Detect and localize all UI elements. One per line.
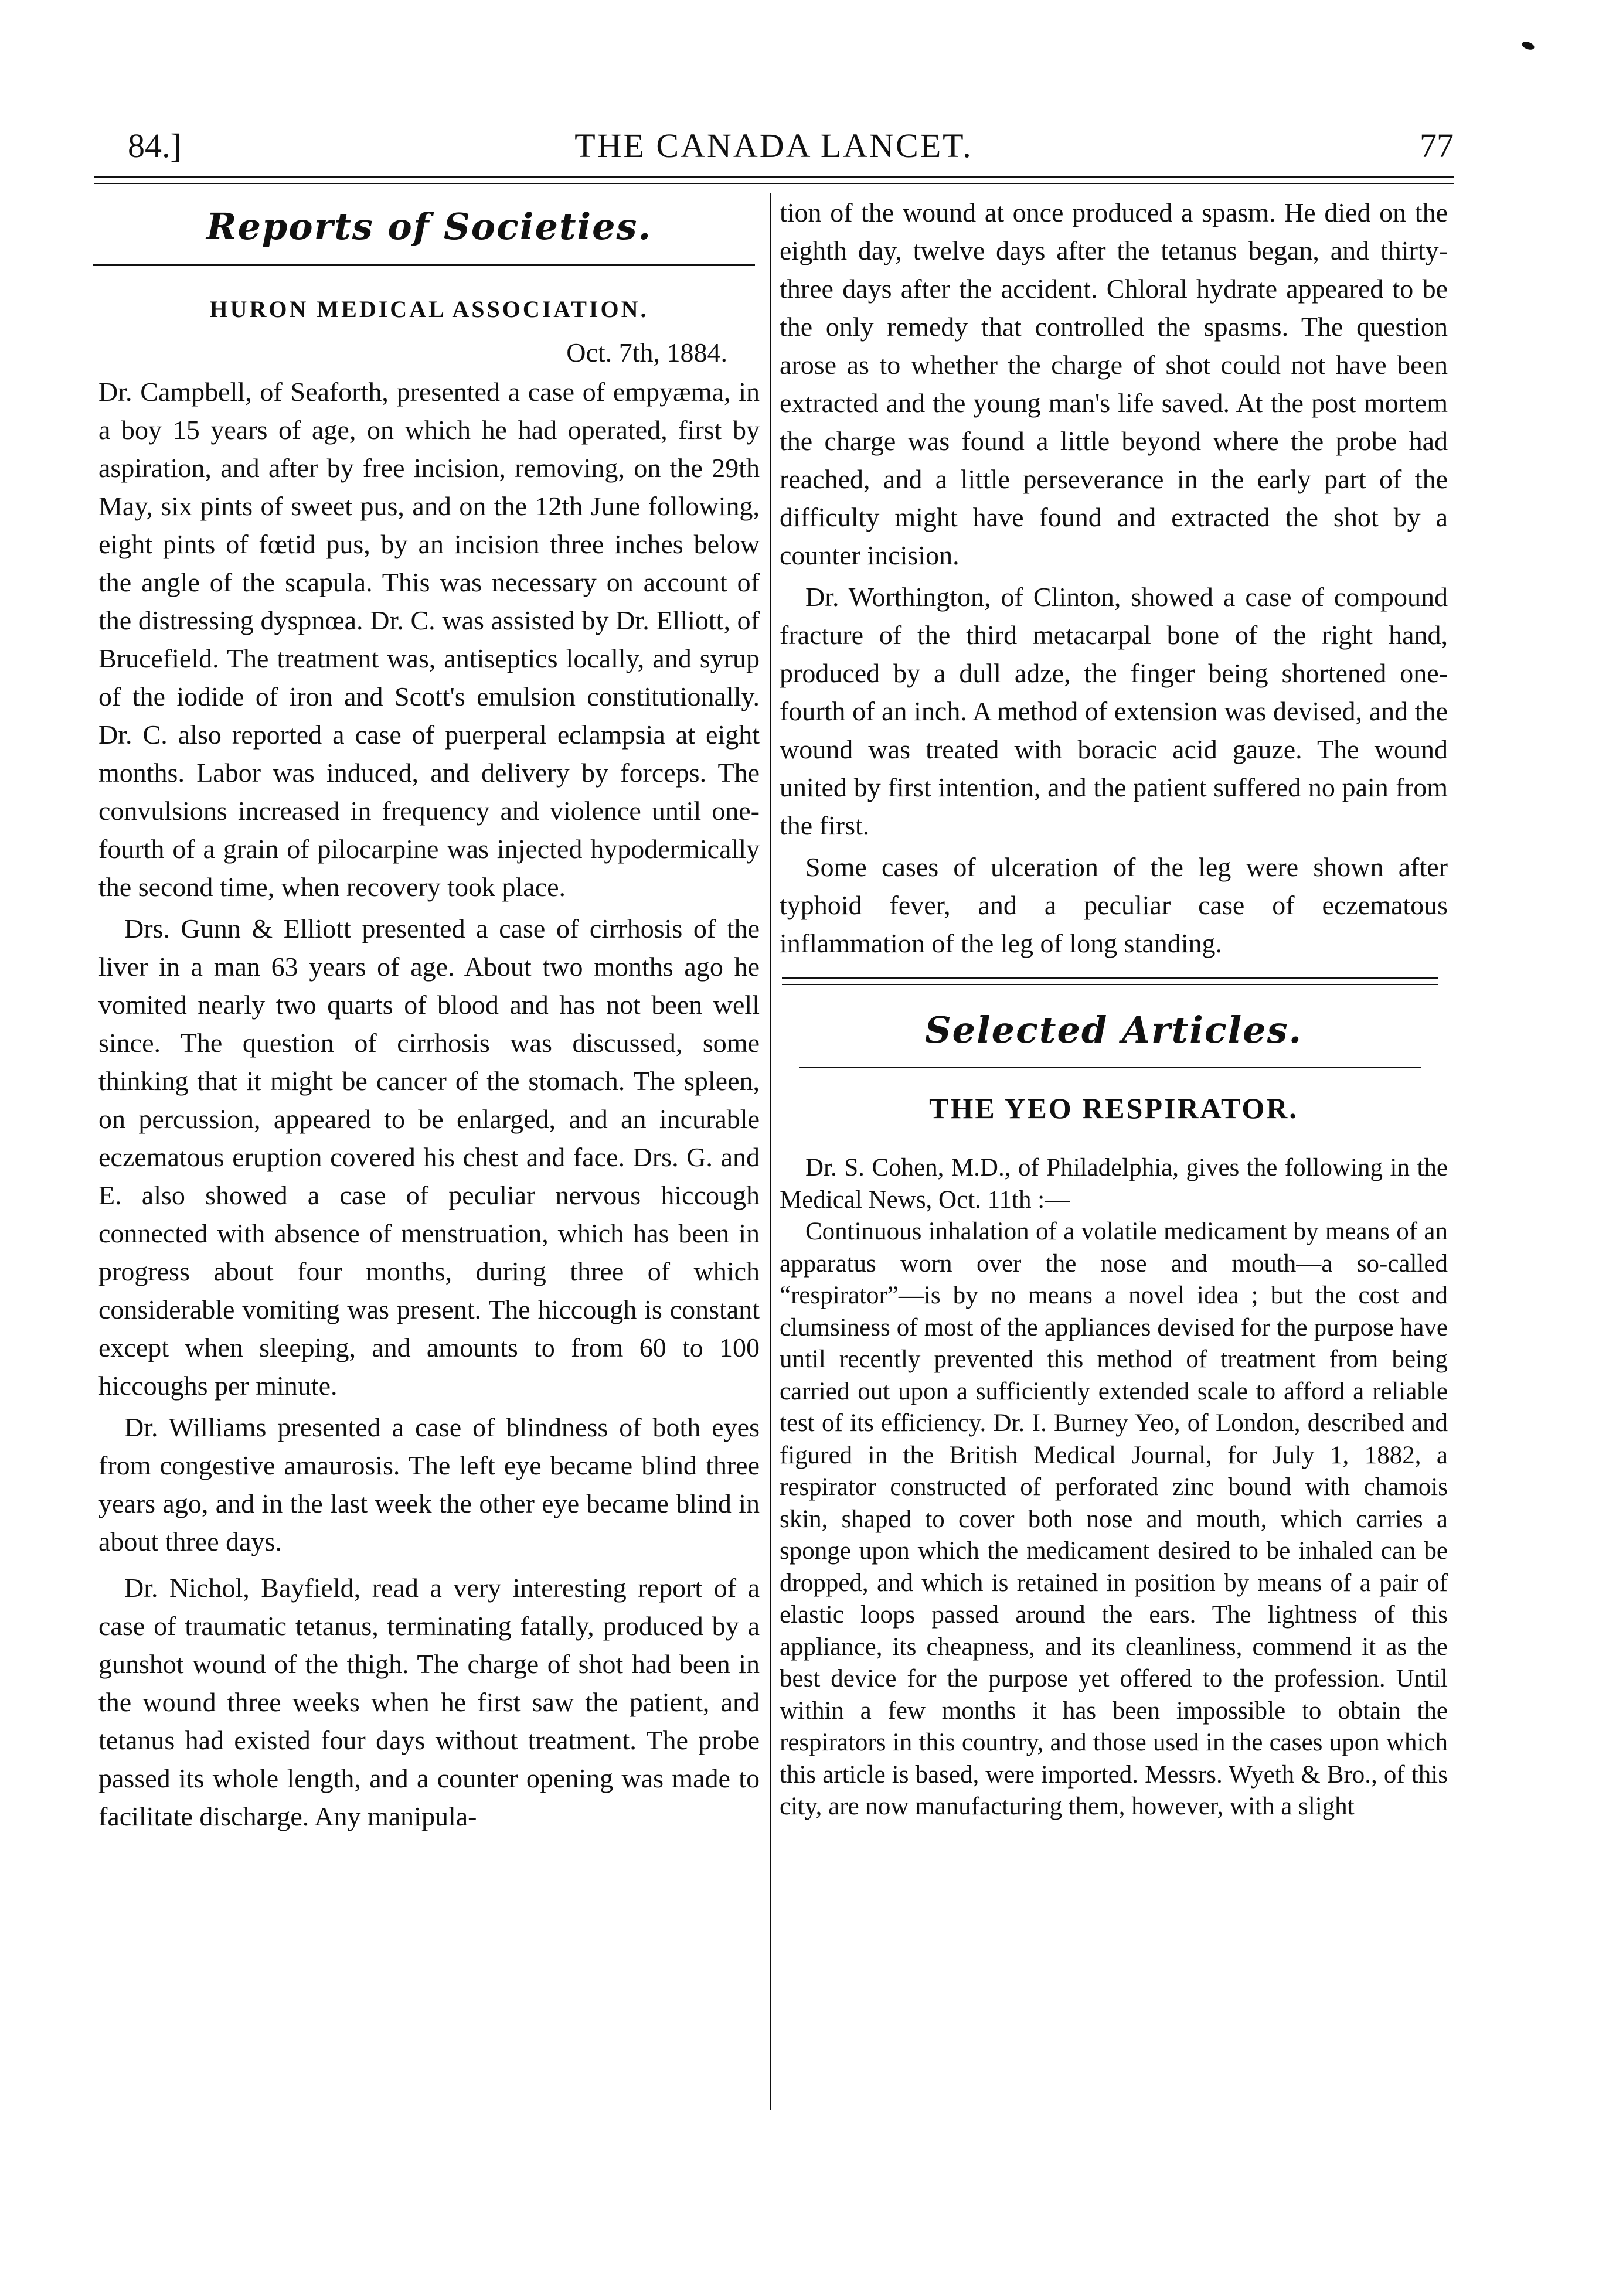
- left-column: [98, 193, 760, 1839]
- journal-title: THE CANADA LANCET.: [574, 127, 973, 165]
- selected-articles-rule: [800, 1067, 1421, 1068]
- section-double-rule-top: [782, 977, 1438, 979]
- paragraph-nichol: Dr. Nichol, Bayfield, read a very interesting report of a case of traumatic tetanus, terminating fatally, produced by a gunshot wound of the thigh. The charge of shot had been in the wound three weeks when he first saw the patient, and tetanus had existed four days without treatment. The probe passed its whole length, and a counter opening was made to facilitate discharge. Any manipula-: [98, 1573, 760, 1831]
- section-double-rule-bottom: [782, 984, 1438, 985]
- header-rule-top: [94, 176, 1454, 178]
- column-divider: [770, 193, 771, 2110]
- article-intro: Dr. S. Cohen, M.D., of Philadelphia, gives the following in the Medical News, Oct. 11th :—: [780, 1154, 1448, 1214]
- meeting-date: Oct. 7th, 1884.: [566, 338, 727, 367]
- page-number: 77: [1420, 127, 1454, 165]
- header-rule-bottom: [94, 183, 1454, 184]
- article-body: Continuous inhalation of a volatile medicament by means of an apparatus worn over the nose and mouth—a so-called “respirator”—is by no means a novel idea ; but the cost and clumsiness of most of the appliances devised for the purpose have until recently prevented this method of treatment from being carried out upon a sufficiently extended scale to afford a reliable test of its efficiency. Dr. I. Burney Yeo, of London, described and figured in the British Medical Journal, for July 1, 1882, a respirator constructed of perforated zinc bound with chamois skin, shaped to cover both nose and mouth, which carries a sponge upon which the medicament desired to be inhaled can be dropped, and which is retained in position by means of a pair of elastic loops passed around the ears. The lightness of this appliance, its cheapness, and its cleanliness, commend it as the best device for the purpose yet offered to the profession. Until within a few months it has been impossible to obtain the respirators in this country, and those used in the cases upon which this article is based, were imported. Messrs. Wyeth & Bro., of this city, are now manufacturing them, however, with a slight: [780, 1218, 1448, 1820]
- right-column: [780, 193, 1448, 1823]
- section-rule: [93, 264, 755, 266]
- paragraph-worthington: Dr. Worthington, of Clinton, showed a case of compound fracture of the third metacarpal bone of the right hand, produced by a dull adze, the finger being shortened one-fourth of an inch. A method of extension was devised, and the wound was treated with boracic acid gauze. The wound united by first intention, and the patient suffered no pain from the first.: [780, 582, 1448, 840]
- association-heading: HURON MEDICAL ASSOCIATION.: [209, 296, 649, 322]
- article-title: THE YEO RESPIRATOR.: [929, 1092, 1298, 1125]
- paragraph-williams: Dr. Williams presented a case of blindness of both eyes from congestive amaurosis. The left eye became blind three years ago, and in the last week the other eye became blind in about three days.: [98, 1412, 760, 1556]
- paragraph-campbell: Dr. Campbell, of Seaforth, presented a case of empyæma, in a boy 15 years of age, on which he had operated, first by aspiration, and after by free incision, removing, on the 29th May, six pints of sweet pus, and on the 12th June following, eight pints of fœtid pus, by an incision three inches below the angle of the scapula. This was necessary on account of the distressing dyspnœa. Dr. C. was assisted by Dr. Elliott, of Brucefield. The treatment was, antiseptics locally, and syrup of the iodide of iron and Scott's emulsion constitutionally. Dr. C. also reported a case of puerperal eclampsia at eight months. Labor was induced, and delivery by forceps. The convulsions increased in frequency and violence until one-fourth of a grain of pilocarpine was injected hypodermically the second time, when recovery took place.: [98, 377, 760, 902]
- folio-number: 84.]: [128, 127, 182, 165]
- paragraph-gunn-elliott: Drs. Gunn & Elliott presented a case of cirrhosis of the liver in a man 63 years of age. About two months ago he vomited nearly two quarts of blood and has not been well since. The question of cirrhosis was discussed, some thinking that it might be cancer of the stomach. The spleen, on percussion, appeared to be enlarged, and an incurable eczematous eruption covered his chest and face. Drs. G. and E. also showed a case of peculiar nervous hiccough connected with absence of menstruation, which has been in progress about four months, during three of which considerable vomiting was present. The hiccough is constant except when sleeping, and amounts to from 60 to 100 hiccoughs per minute.: [98, 914, 760, 1401]
- paragraph-nichol-continued: tion of the wound at once produced a spasm. He died on the eighth day, twelve days after the tetanus began, and thirty-three days after the accident. Chloral hydrate appeared to be the only remedy that controlled the spasms. The question arose as to whether the charge of shot could not have been extracted and the young man's life saved. At the post mortem the charge was found a little beyond where the probe had reached, and a little perseverance in the early part of the difficulty might have found and extracted the shot by a counter incision.: [780, 197, 1448, 570]
- section-title-selected-articles: Selected Articles.: [924, 1009, 1303, 1051]
- section-title-reports: Reports of Societies.: [206, 205, 652, 248]
- ink-mark: [1521, 40, 1536, 52]
- paragraph-ulceration: Some cases of ulceration of the leg were shown after typhoid fever, and a peculiar case of eczematous inflammation of the leg of long standing.: [780, 852, 1448, 958]
- page-header: [94, 126, 1454, 173]
